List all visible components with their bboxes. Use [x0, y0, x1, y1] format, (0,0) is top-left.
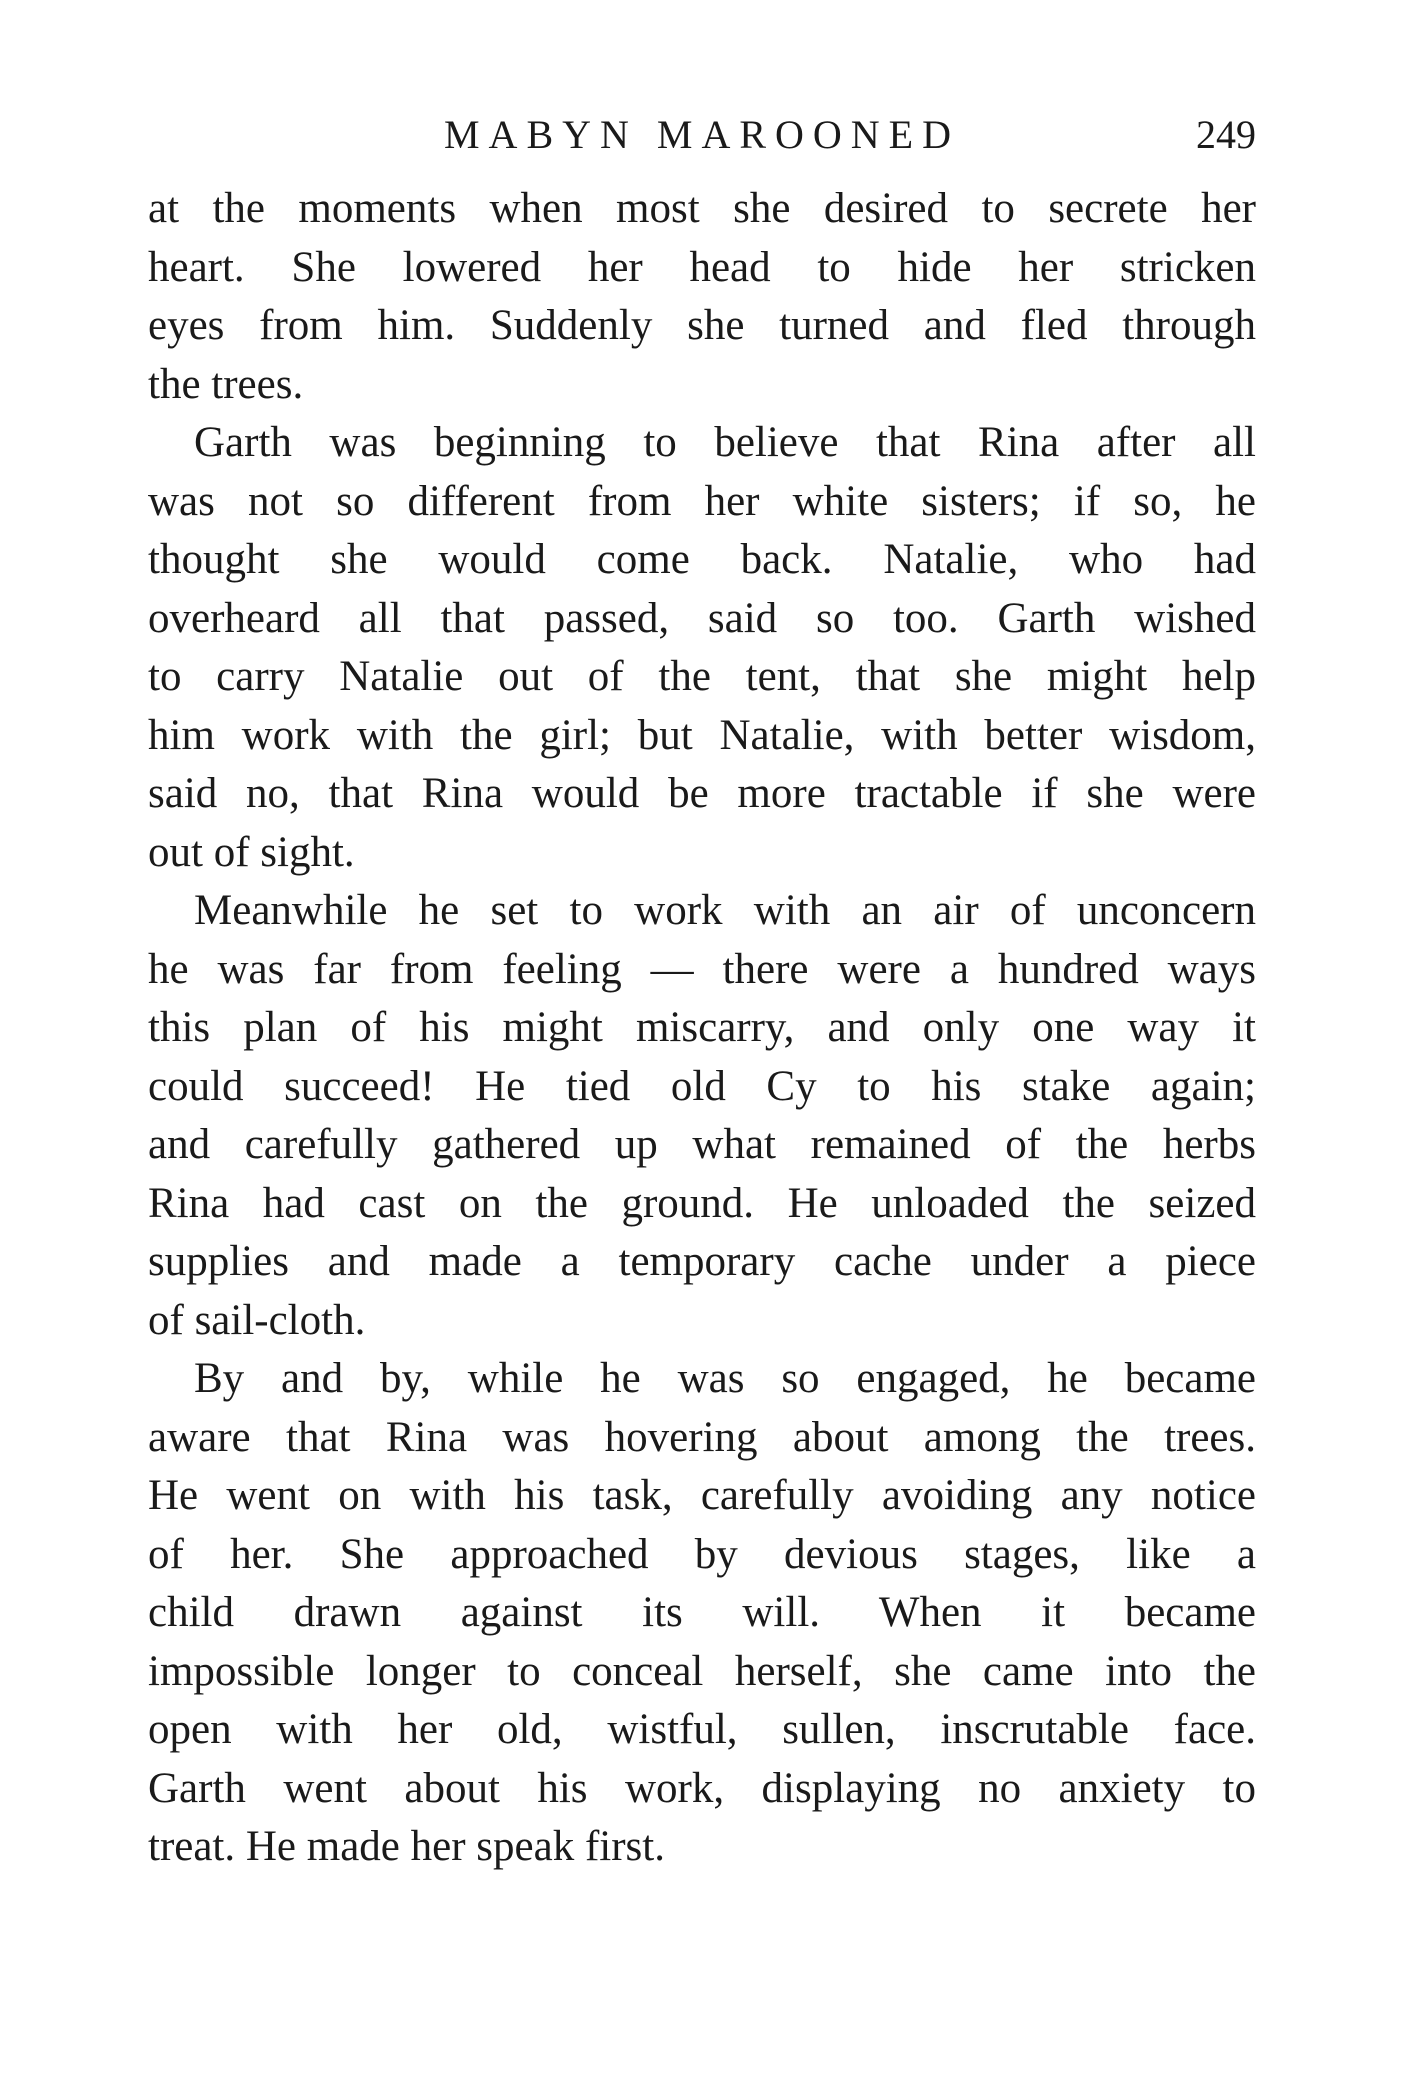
text-line: eyes from him. Suddenly she turned and fled through — [148, 302, 1256, 349]
text-line: He went on with his task, carefully avoiding any notice — [148, 1472, 1256, 1519]
text-line: impossible longer to conceal herself, she came into the — [148, 1647, 1256, 1695]
body-text — [148, 180, 1256, 1877]
text-line: he was far from feeling — there were a hundred ways — [148, 945, 1256, 993]
text-line: of her. She approached by devious stages, like a — [148, 1530, 1256, 1578]
running-title: MABYN MAROONED — [443, 112, 961, 157]
text-line: this plan of his might miscarry, and only one way it — [148, 1004, 1256, 1051]
page-number: 249 — [1196, 112, 1256, 157]
text-line: him work with the girl; but Natalie, with better wisdom, — [148, 711, 1256, 759]
paragraph-start-line: By and by, while he was so engaged, he became — [194, 1355, 1256, 1402]
text-line: thought she would come back. Natalie, who had — [148, 536, 1256, 583]
text-line: heart. She lowered her head to hide her stricken — [148, 243, 1256, 291]
text-line: child drawn against its will. When it became — [148, 1589, 1256, 1636]
text-line: was not so different from her white sisters; if so, he — [148, 477, 1256, 525]
paragraph-start-line: Meanwhile he set to work with an air of unconcern — [194, 887, 1256, 934]
text-line: Rina had cast on the ground. He unloaded the seized — [148, 1179, 1256, 1227]
text-line: treat. He made her speak first. — [148, 1823, 665, 1870]
text-line: said no, that Rina would be more tractable if she were — [148, 770, 1256, 817]
text-line: Garth went about his work, displaying no anxiety to — [148, 1764, 1256, 1812]
text-line: to carry Natalie out of the tent, that she might help — [148, 653, 1256, 700]
text-line: open with her old, wistful, sullen, inscrutable face. — [148, 1706, 1256, 1753]
text-line: aware that Rina was hovering about among the trees. — [148, 1413, 1256, 1461]
text-line: supplies and made a temporary cache under a piece — [148, 1238, 1256, 1285]
running-head — [148, 100, 1256, 170]
text-line: the trees. — [148, 360, 304, 408]
text-line: at the moments when most she desired to secrete her — [148, 185, 1256, 232]
text-line: and carefully gathered up what remained of the herbs — [148, 1121, 1256, 1168]
text-line: out of sight. — [148, 828, 355, 876]
text-line: overheard all that passed, said so too. Garth wished — [148, 594, 1256, 642]
text-line: of sail-cloth. — [148, 1296, 366, 1344]
text-line: could succeed! He tied old Cy to his stake again; — [148, 1062, 1256, 1110]
paragraph-start-line: Garth was beginning to believe that Rina after all — [194, 419, 1256, 466]
